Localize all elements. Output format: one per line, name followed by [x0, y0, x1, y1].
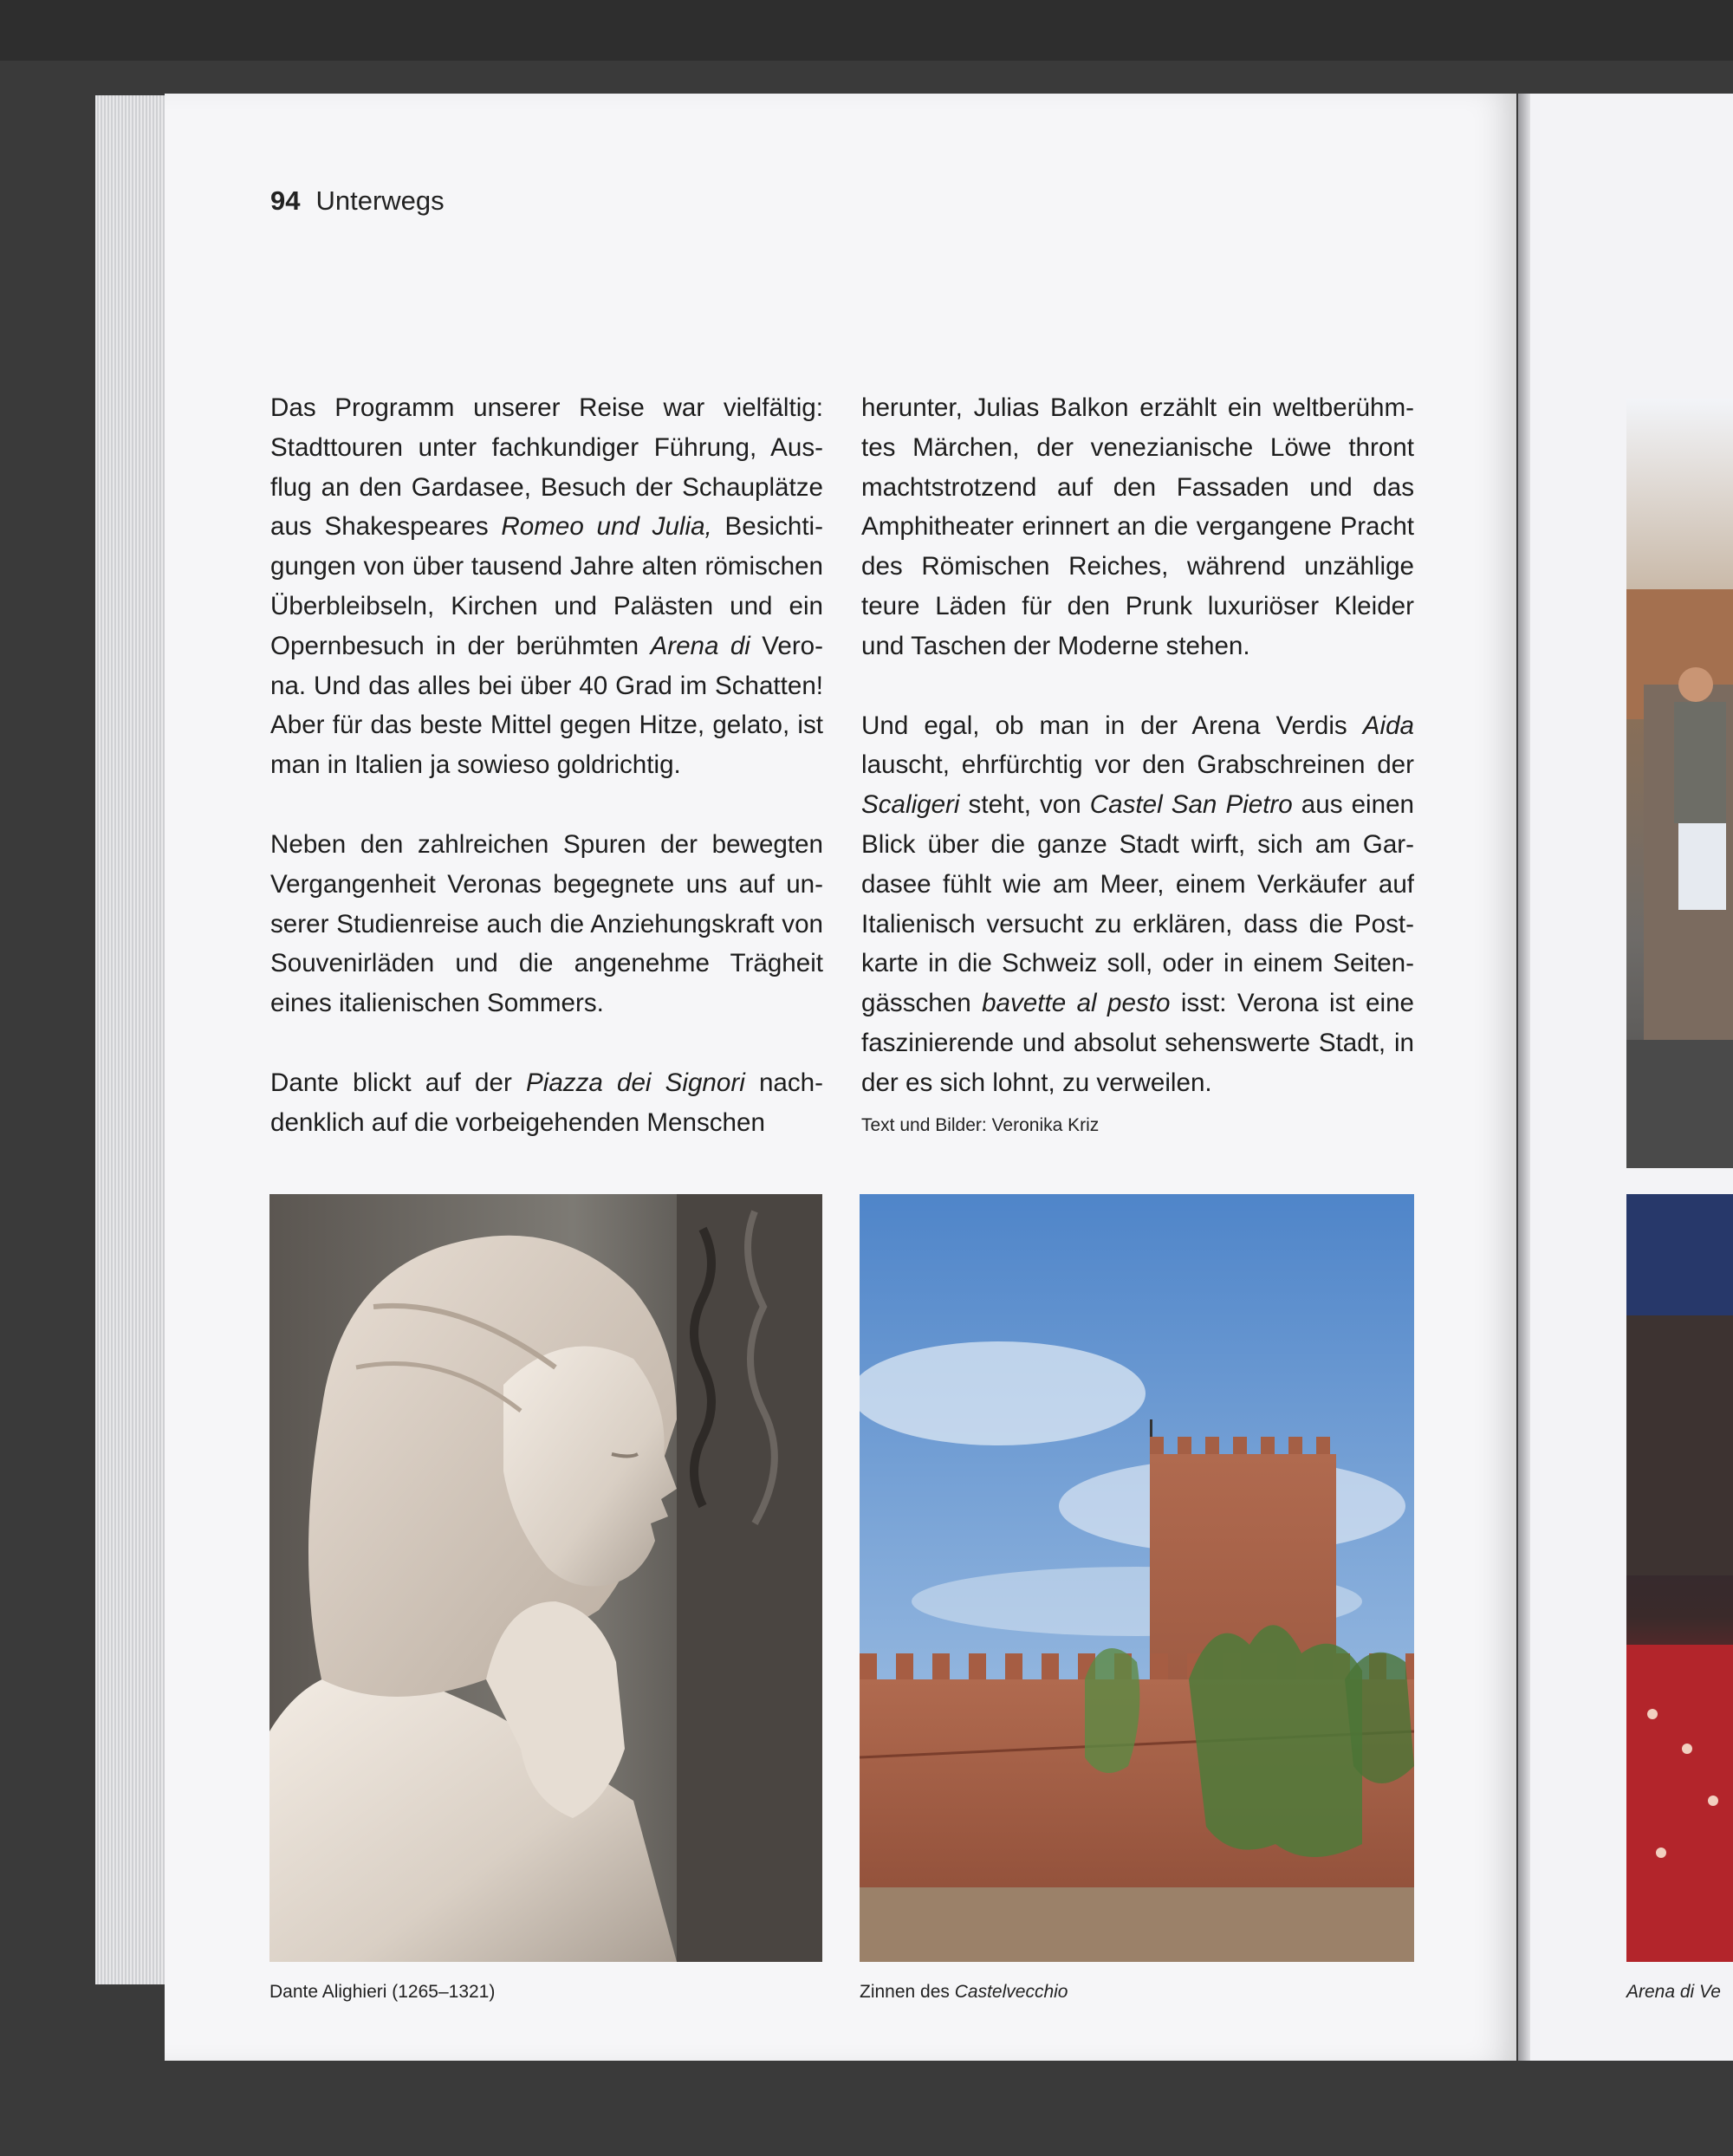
- emphasis: Castel San Pietro: [1089, 790, 1293, 820]
- text-run: lauscht, ehrfürchtig vor den Grabschreinen der: [861, 750, 1414, 780]
- emphasis: Romeo und Julia,: [501, 512, 712, 542]
- photo-caption-dante: Dante Alighieri (1265–1321): [269, 1982, 496, 2002]
- paragraph: [861, 706, 1414, 1103]
- photo-credit: Text und Bilder: Veronika Kriz: [861, 1114, 1100, 1135]
- paragraph: [270, 1063, 823, 1143]
- article-column-right: [861, 388, 1414, 1138]
- text-run: steht, von: [959, 790, 1090, 820]
- paragraph: herunter, Julias Balkon erzählt ein weltberühmtes Märchen, der venezianische Löwe thront machtstrotzend auf den Fassaden und das Amphitheater erinnert an die vergangene Pracht des Römischen Reiches, während unzählige teure Läden für den Prunk luxuriöser Kleider und Taschen der Moderne stehen.: [861, 393, 1414, 660]
- emphasis: Arena di: [650, 631, 750, 660]
- emphasis: Piazza dei Signori: [526, 1068, 745, 1097]
- dante-statue-photo: [269, 1194, 822, 1962]
- arena-crowd-illustration: [1626, 1194, 1733, 1962]
- emphasis: Scaligeri: [861, 790, 960, 820]
- text-run: Verona. Und das alles bei über 40 Grad im Schatten! Aber für das beste Mittel gegen Hitze, gelato, ist man in Italien ja sowieso goldrichtig.: [270, 631, 823, 780]
- castle-battlements-illustration: [860, 1194, 1414, 1962]
- book-gutter: [1518, 94, 1530, 2061]
- text-run: isst: Verona ist eine faszinierende und absolut sehenswerte Stadt, in der es sich lohnt, zu verweilen.: [861, 989, 1415, 1097]
- section-title: Unterwegs: [315, 185, 445, 216]
- caption-text: Zinnen des: [860, 1982, 955, 2002]
- text-run: Und egal, ob man in der Arena Verdis: [861, 711, 1363, 740]
- text-run: Besichtigungen von über tausend Jahre alten römischen Überbleibseln, Kirchen und Palästen und ein Opernbesuch in der berühmten: [270, 512, 823, 660]
- text-run: nachdenklich auf die vorbeigehenden Menschen: [270, 1068, 823, 1137]
- paragraph: [270, 388, 823, 785]
- dante-statue-illustration: [269, 1194, 822, 1962]
- article-column-left: [270, 388, 823, 1183]
- photo-caption-arena-partial: Arena di Ve: [1626, 1982, 1721, 2002]
- caption-emphasis: Castelvecchio: [954, 1982, 1068, 2002]
- photo-caption-castle: [860, 1982, 1068, 2003]
- text-run: aus einen Blick über die ganze Stadt wirft, sich am Gardasee fühlt wie am Meer, einem Verkäufer auf Italienisch versucht zu erklären, dass die Postkarte in die Schweiz soll, oder in einem Seitengässchen: [861, 790, 1414, 1018]
- paragraph: Neben den zahlreichen Spuren der bewegten Vergangenheit Veronas begegnete uns auf unserer Studienreise auch die Anziehungskraft von Souvenirläden und die angenehme Trägheit eines italienischen Sommers.: [270, 829, 823, 1018]
- tourists-illustration: [1626, 399, 1733, 1168]
- emphasis: Aida: [1362, 711, 1414, 740]
- book-page-edges: [95, 95, 173, 1984]
- text-run: Das Programm unserer Reise war vielfältig: Stadttouren unter fachkundiger Führung, Ausflug an den Gardasee, Besuch der Schauplätze aus Shakespeares: [270, 393, 823, 542]
- arena-photo-partial: [1626, 1194, 1733, 1962]
- scanner-background: [0, 0, 1733, 61]
- castelvecchio-photo: [860, 1194, 1414, 1962]
- tourists-photo-partial: [1626, 399, 1733, 1168]
- page-number: 94: [270, 185, 301, 216]
- running-header: [270, 185, 445, 217]
- text-run: Dante blickt auf der: [270, 1068, 526, 1097]
- emphasis: bavette al pesto: [982, 989, 1171, 1018]
